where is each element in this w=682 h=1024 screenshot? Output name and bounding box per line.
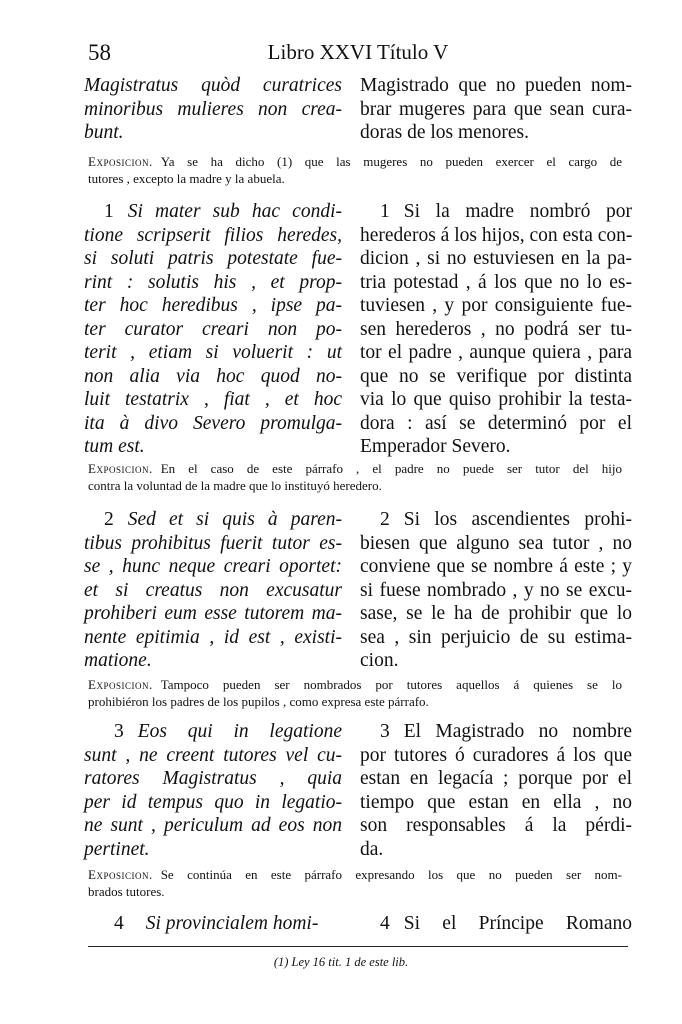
text-line: ratores Magistratus , quia [84, 768, 342, 789]
page-number: 58 [88, 40, 111, 65]
exposition-label: Exposicion. [88, 461, 153, 476]
text-line: se , hunc neque creari oportet: [84, 556, 342, 577]
text-line: tiempo que estan en ella , no [360, 791, 632, 813]
text-line: tum est. [84, 436, 145, 457]
spanish-column [360, 720, 632, 861]
text-line: Magistratus quòd curatrices [84, 75, 342, 96]
running-title: Libro XXVI Título V [267, 40, 449, 64]
section-3 [84, 720, 632, 864]
section-number: 3 [114, 721, 124, 742]
spanish-column [360, 200, 632, 459]
text-line: terit , etiam si voluerit : ut [84, 342, 342, 363]
section-2 [84, 508, 632, 676]
spanish-column [360, 508, 632, 673]
text-line: Si los ascendientes prohi- [403, 509, 632, 530]
text-line: sunt , ne creent tutores vel cu- [84, 744, 342, 766]
spanish-column [360, 912, 632, 936]
text-line: biesen que alguno sea tutor , no [360, 532, 632, 554]
text-line: que no se verifique por distinta [360, 365, 632, 387]
text-line: Sed et si quis à paren- [127, 509, 342, 530]
text-line: ter hoc heredibus , ipse pa- [84, 295, 342, 316]
section-number: 1 [104, 201, 114, 222]
text-line: por tutores ó curadores á los que [360, 744, 632, 766]
exposition-text: tutores , excepto la madre y la abuela. [88, 171, 285, 186]
footnote: (1) Ley 16 tit. 1 de este lib. [273, 955, 409, 969]
text-line: sen herederos , no podrá ser tu- [360, 318, 632, 340]
text-line: brar mugeres para que sean cura- [360, 98, 632, 120]
exposition-label: Exposicion. [88, 867, 153, 882]
spanish-title [360, 74, 632, 145]
exposition-text: Ya se ha dicho (1) que las mugeres no pueden exercer el cargo de [160, 154, 622, 169]
exposition-text: Se continúa en este párrafo expresando los que no pueden ser nom- [160, 867, 622, 882]
text-line: via lo que quiso prohibir la testa- [360, 389, 632, 410]
text-line: Si el Príncipe Romano [403, 913, 632, 934]
latin-column [84, 912, 342, 936]
text-line: ne sunt , periculum ad eos non [84, 815, 342, 836]
section-number: 1 [380, 201, 390, 222]
exposition-text: En el caso de este párrafo , el padre no puede ser tutor del hijo [160, 461, 622, 476]
text-line: estan en legacía ; porque por el [360, 768, 632, 789]
text-line: sea , sin perjuicio de su estima- [360, 626, 632, 648]
text-line: tria potestad , á los que no lo es- [360, 271, 632, 293]
text-line: dora : así se determinó por el [360, 412, 632, 434]
text-line: et si creatus non excusatur [84, 579, 342, 601]
exposition-text: brados tutores. [88, 884, 165, 899]
text-line: nente epitimia , id est , existi- [84, 626, 342, 648]
exposition-text: Tampoco pueden ser nombrados por tutores aquellos á quienes se lo [160, 677, 622, 692]
section-number: 4 [380, 913, 390, 934]
text-line: rint : solutis his , et prop- [84, 271, 342, 293]
latin-column [84, 720, 342, 861]
exposition [88, 153, 622, 187]
text-line: herederos á los hijos, con esta con- [360, 224, 633, 246]
text-line: si soluti patris potestate fue- [84, 248, 342, 269]
section-number: 2 [380, 509, 390, 530]
text-line: Emperador Severo. [360, 436, 511, 457]
text-line: sase, se le ha de prohibir que lo [360, 603, 632, 624]
section-4 [84, 912, 632, 938]
text-line: tione scripserit filios heredes, [84, 224, 342, 246]
text-line: tuviesen , y por consiguiente fue- [360, 295, 632, 316]
text-line: El Magistrado no nombre [403, 721, 632, 742]
text-line: Si mater sub hac condi- [127, 201, 342, 222]
section-number: 3 [380, 721, 390, 742]
section-1 [84, 200, 632, 462]
footnote-rule [88, 946, 628, 947]
section-number: 4 [114, 913, 124, 934]
latin-column [84, 508, 342, 673]
text-line: ter curator creari non po- [84, 318, 342, 340]
text-line: Si la madre nombró por [403, 201, 632, 222]
text-line: si fuese nombrado , y no se excu- [360, 579, 632, 601]
text-line: non alia via hoc quod no- [84, 365, 342, 387]
text-line: bunt. [84, 122, 124, 143]
exposition [88, 676, 622, 710]
text-line: per id tempus quo in legatio- [84, 791, 342, 813]
section-number: 2 [104, 509, 114, 530]
text-line: doras de los menores. [360, 122, 529, 143]
text-line: matione. [84, 650, 152, 671]
text-line: son responsables á la pérdi- [360, 815, 632, 836]
exposition-text: prohibiéron los padres de los pupilos , como expresa este párrafo. [88, 694, 429, 709]
exposition [88, 460, 622, 494]
text-line: Magistrado que no pueden nom- [360, 75, 632, 96]
text-line: pertinet. [84, 838, 150, 860]
exposition-label: Exposicion. [88, 154, 153, 169]
text-line: tor el padre , aunque quiera , para [360, 342, 632, 363]
text-line: tibus prohibitus fuerit tutor es- [84, 532, 342, 554]
exposition-text: contra la voluntad de la madre que lo instituyó heredero. [88, 478, 382, 493]
latin-title [84, 74, 342, 145]
text-line: minoribus mulieres non crea- [84, 98, 342, 120]
text-line: conviene que se nombre á este ; y [360, 556, 632, 577]
exposition [88, 866, 622, 900]
text-line: dicion , si no estuviesen en la pa- [360, 248, 632, 269]
text-line: da. [360, 838, 384, 860]
text-line: luit testatrix , fiat , et hoc [84, 389, 342, 410]
exposition-label: Exposicion. [88, 677, 153, 692]
text-line: Si provincialem homi- [145, 913, 319, 934]
latin-column [84, 200, 342, 459]
title-block [84, 74, 632, 146]
page-header [88, 40, 628, 68]
text-line: prohiberi eum esse tutorem ma- [84, 603, 342, 624]
text-line: ita à divo Severo promulga- [84, 412, 342, 434]
text-line: Eos qui in legatione [137, 721, 342, 742]
text-line: cion. [360, 650, 399, 671]
